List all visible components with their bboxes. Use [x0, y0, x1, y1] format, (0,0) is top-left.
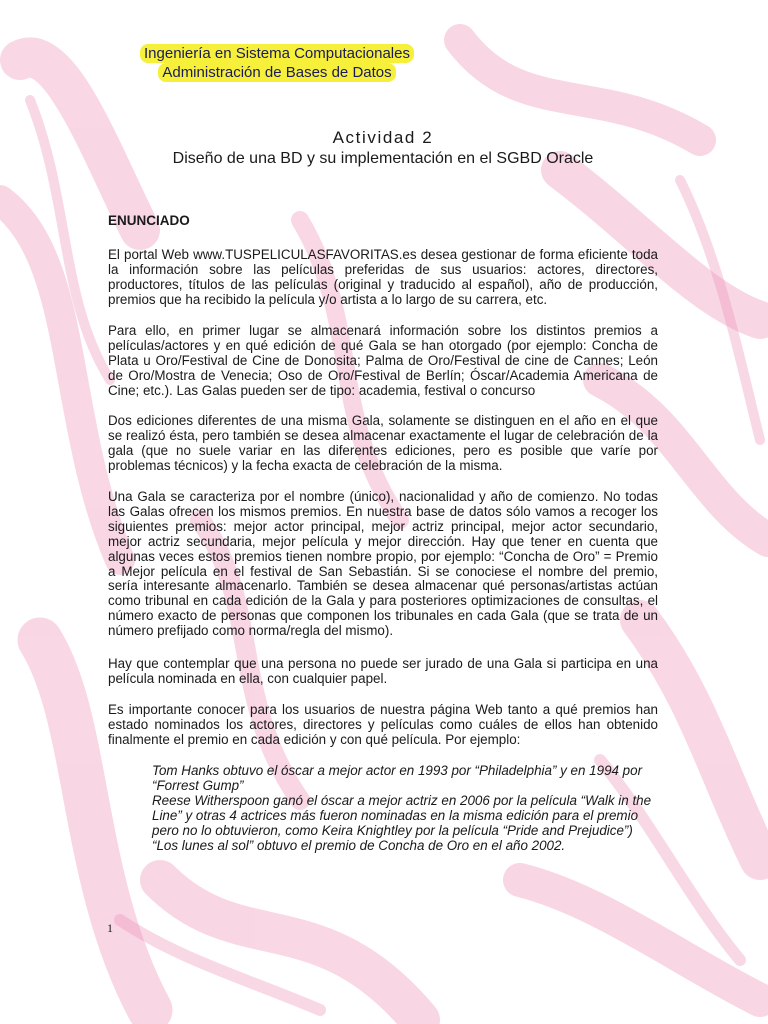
page-number: 1: [107, 921, 113, 935]
subject-name-highlight: Administración de Bases de Datos: [158, 63, 395, 82]
paragraph-ediciones: Dos ediciones diferentes de una misma Gala, solamente se distinguen en el año en el que se realizó ésta, pero también se desea almacenar exactamente el lugar de celebración de la gala (que no suele variar en las diferentes ediciones, pero es posible que varíe por problemas técnicos) y la fecha exacta de celebración de la misma.: [108, 413, 658, 473]
course-header: [132, 44, 422, 82]
paragraph-nominaciones: Es importante conocer para los usuarios de nuestra página Web tanto a qué premios han estado nominados los actores, directores y películas como cuáles de ellos han obtenido finalmente el premio en cada edición y con qué película. Por ejemplo:: [108, 702, 658, 747]
activity-subtitle: Diseño de una BD y su implementación en el SGBD Oracle: [172, 150, 594, 167]
course-name-highlight: Ingeniería en Sistema Computacionales: [140, 44, 414, 63]
paragraph-jurado: Hay que contemplar que una persona no puede ser jurado de una Gala si participa en una película nominada en ella, con cualquier papel.: [108, 656, 658, 686]
example-item: Tom Hanks obtuvo el óscar a mejor actor en 1993 por “Philadelphia” y en 1994 por “Forrest Gump”: [152, 763, 643, 794]
example-item: “Los lunes al sol” obtuvo el premio de Concha de Oro en el año 2002.: [152, 838, 566, 854]
example-item: Reese Witherspoon ganó el óscar a mejor actriz en 2006 por la película “Walk in the Line” y otras 4 actrices más fueron nominadas en la misma edición para el premio pero no lo obtuvieron, como Keira Knightley por la película “Pride and Prejudice”): [152, 793, 652, 839]
examples-list: [152, 763, 652, 854]
section-heading: ENUNCIADO: [108, 213, 190, 228]
paragraph-intro: El portal Web www.TUSPELICULASFAVORITAS.es desea gestionar de forma eficiente toda la información sobre las películas preferidas de sus usuarios: actores, directores, productores, títulos de las películas (original y traducido al español), año de producción, premios que ha recibido la película y/o artista a lo largo de su carrera, etc.: [108, 247, 658, 307]
paragraph-premios: Para ello, en primer lugar se almacenará información sobre los distintos premios a películas/actores y en qué edición de qué Gala se han otorgado (por ejemplo: Concha de Plata u Oro/Festival de Cine de Donosita; Palma de Oro/Festival de cine de Cannes; León de Oro/Mostra de Venecia; Oso de Oro/Festival de Berlín; Óscar/Academia Americana de Cine; etc.). Las Galas pueden ser de tipo: academia, festival o concurso: [108, 323, 658, 398]
activity-title: Actividad 2: [332, 128, 434, 147]
paragraph-gala: Una Gala se caracteriza por el nombre (único), nacionalidad y año de comienzo. No todas las Galas ofrecen los mismos premios. En nuestra base de datos sólo vamos a recoger los siguientes premios: mejor actor principal, mejor actriz principal, mejor actor secundario, mejor actriz secundaria, mejor película y mejor dirección. Hay que tener en cuenta que algunas veces estos premios tienen nombre propio, por ejemplo: “Concha de Oro” = Premio a Mejor película en el festival de San Sebastián. Si se conociese el nombre del premio, sería interesante almacenarlo. También se desea almacenar qué personas/artistas actúan como tribunal en cada edición de la Gala y para posteriores optimizaciones de consultas, el número exacto de personas que componen los tribunales en cada Gala (que se trata de un número prefijado como norma/regla del mismo).: [108, 489, 658, 639]
